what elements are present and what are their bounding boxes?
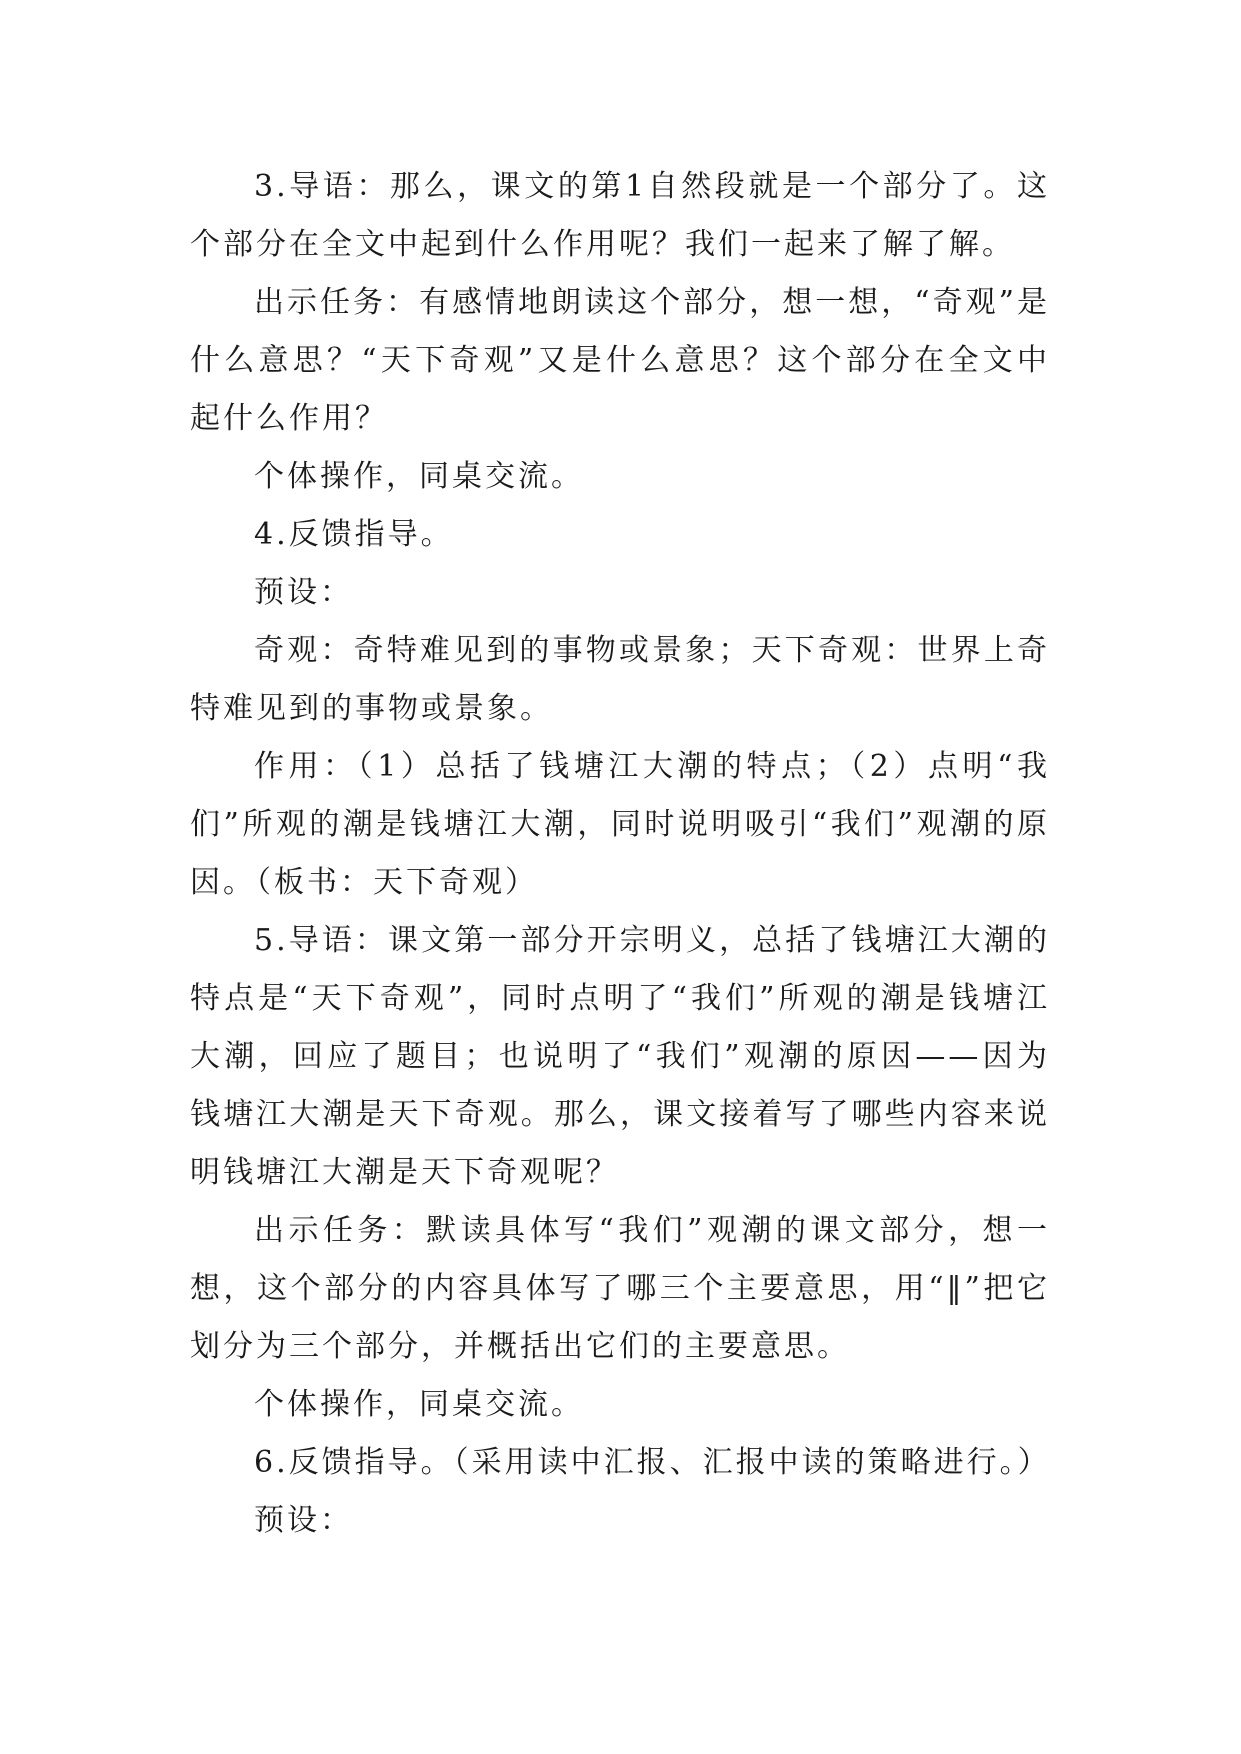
paragraph-definition: 奇观：奇特难见到的事物或景象；天下奇观：世界上奇特难见到的事物或景象。 xyxy=(190,633,1050,726)
paragraph-feedback-4: 4.反馈指导。 xyxy=(254,517,454,552)
document-body xyxy=(190,158,1050,1550)
paragraph-function: 作用：（1）总括了钱塘江大潮的特点；（2）点明“我们”所观的潮是钱塘江大潮，同时说明吸引“我们”观潮的原因。（板书：天下奇观） xyxy=(190,749,1050,900)
paragraph-preset-2: 预设： xyxy=(254,1503,353,1538)
paragraph-task-1: 出示任务：有感情地朗读这个部分，想一想，“奇观”是什么意思？“天下奇观”又是什么意思？这个部分在全文中起什么作用？ xyxy=(190,285,1050,436)
paragraph-feedback-6: 6.反馈指导。（采用读中汇报、汇报中读的策略进行。） xyxy=(254,1445,1051,1480)
paragraph-activity-1: 个体操作，同桌交流。 xyxy=(254,459,584,494)
paragraph-activity-2: 个体操作，同桌交流。 xyxy=(254,1387,584,1422)
paragraph-preset-1: 预设： xyxy=(254,575,353,610)
paragraph-lead-in-3: 3.导语：那么，课文的第1自然段就是一个部分了。这个部分在全文中起到什么作用呢？我们一起来了解了解。 xyxy=(190,169,1050,262)
paragraph-lead-in-5: 5.导语：课文第一部分开宗明义，总括了钱塘江大潮的特点是“天下奇观”，同时点明了“我们”所观的潮是钱塘江大潮，回应了题目；也说明了“我们”观潮的原因——因为钱塘江大潮是天下奇观。那么，课文接着写了哪些内容来说明钱塘江大潮是天下奇观呢？ xyxy=(190,923,1050,1190)
paragraph-task-2: 出示任务：默读具体写“我们”观潮的课文部分，想一想，这个部分的内容具体写了哪三个主要意思，用“‖”把它划分为三个部分，并概括出它们的主要意思。 xyxy=(190,1213,1050,1364)
